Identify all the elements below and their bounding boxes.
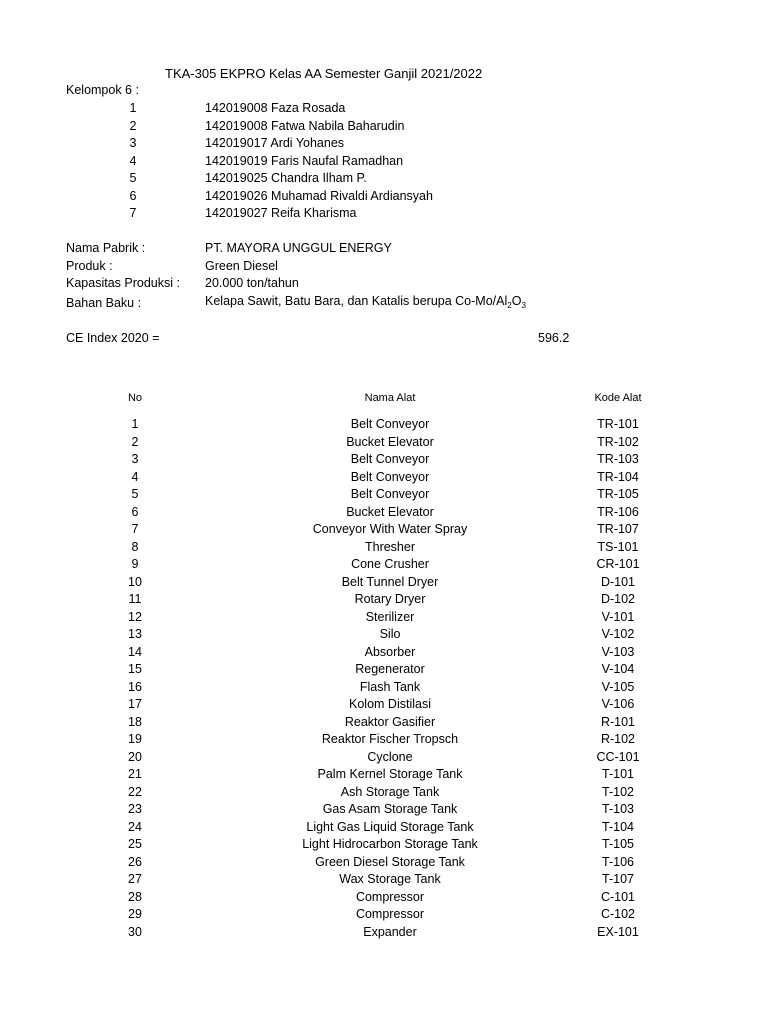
table-row bbox=[0, 854, 768, 872]
equipment-name: Flash Tank bbox=[359, 679, 421, 694]
equipment-name: Cyclone bbox=[367, 749, 413, 764]
member-entry: 142019019 Faris Naufal Ramadhan bbox=[205, 154, 404, 168]
member-number: 5 bbox=[129, 171, 137, 185]
table-row bbox=[0, 504, 768, 522]
equipment-code: EX-101 bbox=[597, 924, 639, 939]
equipment-name: Belt Tunnel Dryer bbox=[341, 574, 439, 589]
equipment-code: V-101 bbox=[601, 609, 635, 624]
bahan-subscript: 3 bbox=[521, 301, 526, 310]
member-number: 7 bbox=[129, 206, 137, 220]
equipment-name: Cone Crusher bbox=[351, 557, 429, 571]
equipment-code: T-104 bbox=[602, 819, 634, 834]
row-number: 25 bbox=[128, 837, 142, 851]
row-number: 6 bbox=[131, 504, 139, 519]
bahan-text: Kelapa Sawit, Batu Bara, dan Katalis berupa Co-Mo/Al bbox=[205, 294, 508, 308]
row-number: 17 bbox=[128, 697, 142, 711]
equipment-code: T-103 bbox=[602, 802, 634, 816]
equipment-name: Sterilizer bbox=[365, 609, 415, 624]
equipment-name: Belt Conveyor bbox=[350, 487, 430, 501]
table-row bbox=[0, 819, 768, 837]
row-number: 21 bbox=[128, 767, 142, 781]
row-number: 15 bbox=[128, 662, 142, 676]
row-number: 13 bbox=[128, 627, 142, 641]
equipment-name: Compressor bbox=[355, 889, 425, 904]
row-number: 5 bbox=[131, 487, 139, 501]
table-row bbox=[0, 451, 768, 469]
equipment-code: V-103 bbox=[601, 644, 635, 659]
document-title: TKA-305 EKPRO Kelas AA Semester Ganjil 2021/2022 bbox=[165, 66, 483, 81]
table-row bbox=[0, 696, 768, 714]
column-header-kode-alat: Kode Alat bbox=[594, 392, 642, 404]
equipment-code: TR-101 bbox=[597, 417, 639, 431]
table-row bbox=[0, 906, 768, 924]
table-row bbox=[0, 749, 768, 767]
equipment-name: Bucket Elevator bbox=[346, 504, 434, 519]
table-row bbox=[0, 766, 768, 784]
table-row bbox=[0, 609, 768, 627]
bahan-oxygen: O bbox=[511, 294, 522, 308]
table-row bbox=[0, 469, 768, 487]
equipment-code: V-105 bbox=[601, 679, 635, 694]
equipment-name: Belt Conveyor bbox=[350, 417, 430, 431]
equipment-code: TR-103 bbox=[597, 452, 639, 466]
equipment-code: TS-101 bbox=[597, 539, 639, 554]
row-number: 11 bbox=[128, 592, 142, 606]
equipment-code: TR-107 bbox=[597, 522, 639, 536]
equipment-name: Light Hidrocarbon Storage Tank bbox=[302, 837, 478, 851]
row-number: 16 bbox=[128, 679, 142, 694]
row-number: 20 bbox=[128, 749, 142, 764]
table-row bbox=[0, 661, 768, 679]
equipment-code: T-105 bbox=[602, 837, 634, 851]
equipment-code: V-106 bbox=[601, 697, 635, 711]
member-entry: 142019025 Chandra Ilham P. bbox=[205, 171, 367, 185]
equipment-name: Kolom Distilasi bbox=[349, 697, 431, 711]
member-entry: 142019026 Muhamad Rivaldi Ardiansyah bbox=[205, 189, 433, 203]
equipment-code: V-102 bbox=[601, 627, 635, 641]
row-number: 1 bbox=[131, 417, 139, 431]
table-row bbox=[0, 434, 768, 452]
bahan-subscript: 2 bbox=[507, 301, 512, 310]
equipment-name: Bucket Elevator bbox=[346, 434, 434, 449]
row-number: 29 bbox=[128, 907, 142, 921]
produk-value: Green Diesel bbox=[205, 259, 278, 273]
bahan-label: Bahan Baku : bbox=[66, 296, 142, 310]
equipment-name: Palm Kernel Storage Tank bbox=[317, 767, 463, 781]
row-number: 2 bbox=[131, 434, 139, 449]
table-row bbox=[0, 574, 768, 592]
equipment-code: TR-102 bbox=[597, 434, 639, 449]
equipment-code: V-104 bbox=[601, 662, 635, 676]
table-row bbox=[0, 836, 768, 854]
member-entry: 142019008 Faza Rosada bbox=[205, 101, 346, 115]
equipment-name: Compressor bbox=[355, 907, 425, 921]
equipment-name: Reaktor Gasifier bbox=[344, 714, 436, 729]
table-row bbox=[0, 924, 768, 942]
equipment-code: R-101 bbox=[600, 714, 636, 729]
equipment-code: D-102 bbox=[600, 592, 636, 606]
row-number: 12 bbox=[128, 609, 142, 624]
member-entry: 142019027 Reifa Kharisma bbox=[205, 206, 357, 220]
equipment-code: T-101 bbox=[602, 767, 634, 781]
equipment-name: Wax Storage Tank bbox=[339, 872, 441, 886]
equipment-code: CC-101 bbox=[596, 749, 640, 764]
table-row bbox=[0, 486, 768, 504]
row-number: 26 bbox=[128, 854, 142, 869]
equipment-name: Thresher bbox=[364, 539, 416, 554]
equipment-code: C-102 bbox=[600, 907, 636, 921]
row-number: 10 bbox=[128, 574, 142, 589]
table-row bbox=[0, 679, 768, 697]
table-row bbox=[0, 591, 768, 609]
table-row bbox=[0, 801, 768, 819]
equipment-name: Silo bbox=[379, 627, 401, 641]
bahan-value bbox=[205, 293, 526, 310]
equipment-name: Green Diesel Storage Tank bbox=[315, 854, 465, 869]
equipment-code: C-101 bbox=[600, 889, 636, 904]
produk-label: Produk : bbox=[66, 259, 113, 273]
equipment-name: Belt Conveyor bbox=[350, 452, 430, 466]
equipment-code: T-106 bbox=[602, 854, 634, 869]
row-number: 19 bbox=[128, 732, 142, 746]
equipment-name: Absorber bbox=[364, 644, 416, 659]
table-row bbox=[0, 644, 768, 662]
row-number: 9 bbox=[131, 557, 139, 571]
equipment-code: T-102 bbox=[602, 784, 634, 799]
member-entry: 142019017 Ardi Yohanes bbox=[205, 136, 345, 150]
table-row bbox=[0, 731, 768, 749]
pabrik-value: PT. MAYORA UNGGUL ENERGY bbox=[205, 241, 392, 255]
row-number: 24 bbox=[128, 819, 142, 834]
row-number: 8 bbox=[131, 539, 139, 554]
row-number: 7 bbox=[131, 522, 139, 536]
equipment-name: Rotary Dryer bbox=[354, 592, 426, 606]
member-entry: 142019008 Fatwa Nabila Baharudin bbox=[205, 119, 405, 133]
row-number: 18 bbox=[128, 714, 142, 729]
table-row bbox=[0, 871, 768, 889]
group-label: Kelompok 6 : bbox=[66, 83, 139, 97]
row-number: 28 bbox=[128, 889, 142, 904]
equipment-name: Ash Storage Tank bbox=[340, 784, 440, 799]
table-row bbox=[0, 556, 768, 574]
table-row bbox=[0, 539, 768, 557]
table-row bbox=[0, 626, 768, 644]
equipment-name: Expander bbox=[363, 924, 417, 939]
column-header-nama-alat: Nama Alat bbox=[364, 392, 416, 404]
table-row bbox=[0, 521, 768, 539]
column-header-no: No bbox=[127, 392, 143, 404]
ce-index-value: 596.2 bbox=[538, 331, 570, 345]
equipment-code: T-107 bbox=[602, 872, 634, 886]
pabrik-label: Nama Pabrik : bbox=[66, 241, 146, 255]
kapasitas-label: Kapasitas Produksi : bbox=[66, 276, 180, 290]
equipment-code: TR-104 bbox=[597, 469, 639, 484]
row-number: 14 bbox=[128, 644, 142, 659]
equipment-name: Light Gas Liquid Storage Tank bbox=[306, 819, 474, 834]
row-number: 4 bbox=[131, 469, 139, 484]
table-row bbox=[0, 784, 768, 802]
table-row bbox=[0, 416, 768, 434]
equipment-name: Regenerator bbox=[355, 662, 425, 676]
row-number: 23 bbox=[128, 802, 142, 816]
equipment-name: Gas Asam Storage Tank bbox=[322, 802, 458, 816]
row-number: 27 bbox=[128, 872, 142, 886]
kapasitas-value: 20.000 ton/tahun bbox=[205, 276, 299, 290]
member-number: 6 bbox=[129, 189, 137, 203]
equipment-code: R-102 bbox=[600, 732, 636, 746]
ce-index-label: CE Index 2020 = bbox=[66, 331, 160, 345]
row-number: 22 bbox=[128, 784, 142, 799]
member-number: 3 bbox=[129, 136, 137, 150]
row-number: 3 bbox=[131, 452, 139, 466]
member-number: 4 bbox=[129, 154, 137, 168]
equipment-name: Belt Conveyor bbox=[350, 469, 430, 484]
equipment-code: TR-105 bbox=[597, 487, 639, 501]
member-number: 1 bbox=[129, 101, 137, 115]
equipment-code: TR-106 bbox=[597, 504, 639, 519]
equipment-code: D-101 bbox=[600, 574, 636, 589]
table-row bbox=[0, 714, 768, 732]
equipment-name: Conveyor With Water Spray bbox=[312, 522, 468, 536]
member-number: 2 bbox=[129, 119, 137, 133]
row-number: 30 bbox=[128, 924, 142, 939]
equipment-code: CR-101 bbox=[596, 557, 640, 571]
equipment-name: Reaktor Fischer Tropsch bbox=[321, 732, 459, 746]
table-row bbox=[0, 889, 768, 907]
